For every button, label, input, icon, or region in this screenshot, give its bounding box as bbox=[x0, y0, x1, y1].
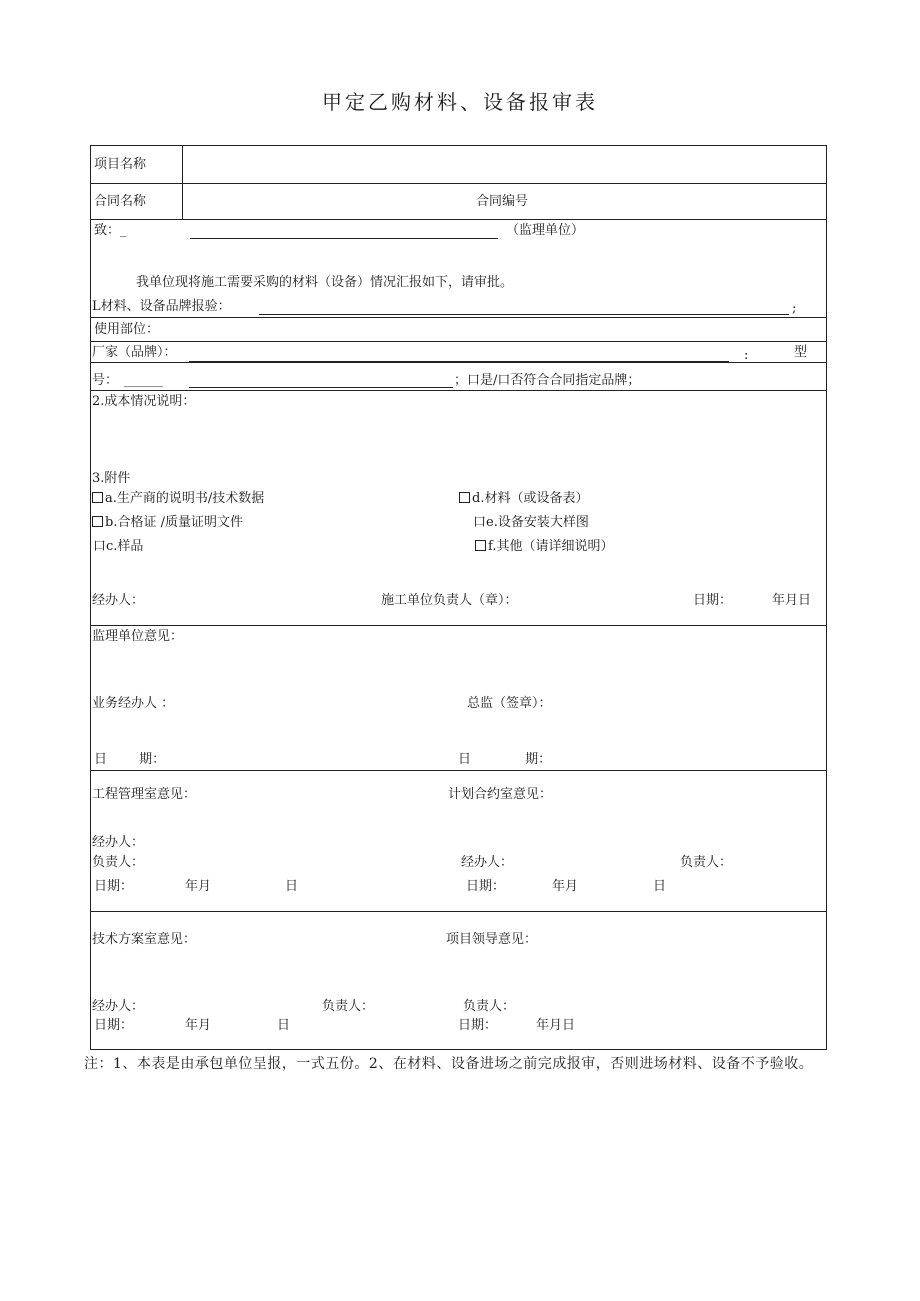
page-title: 甲定乙购材料、设备报审表 bbox=[322, 90, 598, 114]
column-divider bbox=[182, 146, 183, 219]
tech-handler-label: 经办人： bbox=[92, 999, 145, 1014]
checkbox-a[interactable] bbox=[92, 492, 103, 503]
row-divider bbox=[91, 341, 826, 342]
checkbox-b[interactable] bbox=[92, 516, 103, 527]
attachment-a[interactable] bbox=[92, 491, 264, 507]
supervisor-blank[interactable] bbox=[190, 238, 498, 239]
tech-ym: 年月 bbox=[185, 1018, 212, 1033]
row-divider bbox=[91, 911, 826, 912]
compliance-text: ；口是/口否符合合同指定品牌； bbox=[454, 373, 641, 388]
project-name-label: 项目名称 bbox=[94, 157, 147, 172]
engineering-opinion-label: 工程管理室意见： bbox=[92, 787, 197, 802]
factory-blank[interactable] bbox=[189, 361, 729, 362]
leader-date-label: 日期： bbox=[458, 1018, 498, 1033]
contract-plan-opinion-label: 计划合约室意见： bbox=[448, 787, 553, 802]
leader-ymd: 年月日 bbox=[536, 1018, 576, 1033]
row-divider bbox=[91, 625, 826, 626]
row-divider bbox=[91, 183, 826, 184]
brand-check-blank[interactable] bbox=[259, 314, 789, 315]
supervision-date-left: 日 期： bbox=[94, 752, 166, 767]
tech-opinion-label: 技术方案室意见： bbox=[92, 932, 197, 947]
attachment-f[interactable] bbox=[475, 539, 613, 555]
usage-label: 使用部位： bbox=[94, 322, 160, 337]
semicolon: ; bbox=[792, 301, 797, 316]
project-name-field[interactable] bbox=[187, 148, 823, 180]
supervision-opinion-label: 监理单位意见： bbox=[92, 629, 184, 644]
footnote: 注：1、本表是由承包单位呈报，一式五份。2、在材料、设备进场之前完成报审，否则进场材料、设备不予验收。 bbox=[84, 1056, 814, 1072]
model-blank[interactable]: ______ bbox=[124, 373, 163, 388]
leader-head-label: 负责人： bbox=[463, 999, 516, 1014]
contractor-head-label: 施工单位负责人（章）： bbox=[381, 593, 518, 608]
date-label: 日期： bbox=[693, 593, 733, 608]
row-divider bbox=[91, 362, 826, 363]
checkbox-d[interactable] bbox=[459, 492, 470, 503]
contract-handler-label: 经办人： bbox=[461, 855, 514, 870]
row-divider bbox=[91, 770, 826, 771]
colon: : bbox=[744, 348, 749, 363]
model-label: 号： bbox=[92, 373, 119, 388]
intro-text: 我单位现将施工需要采购的材料（设备）情况汇报如下，请审批。 bbox=[136, 275, 514, 290]
contract-date-label: 日期： bbox=[466, 879, 506, 894]
cost-label: 2.成本情况说明： bbox=[92, 394, 196, 409]
engineering-handler-label: 经办人： bbox=[92, 835, 145, 850]
model-char: 型 bbox=[794, 345, 808, 360]
chief-supervisor-label: 总监（签章）： bbox=[467, 696, 552, 711]
contract-no-label: 合同编号 bbox=[476, 194, 529, 209]
contract-ym: 年月 bbox=[552, 879, 579, 894]
to-suffix: （监理单位） bbox=[506, 223, 585, 238]
row-divider bbox=[91, 219, 826, 220]
attachment-f-label: f.其他（请详细说明） bbox=[488, 539, 614, 554]
attachment-b-label: b.合格证 /质量证明文件 bbox=[105, 515, 243, 530]
checkbox-f[interactable] bbox=[475, 540, 486, 551]
attachment-c[interactable]: 口c.样品 bbox=[93, 539, 144, 554]
engineering-d: 日 bbox=[285, 879, 299, 894]
attachments-label: 3.附件 bbox=[92, 471, 131, 486]
attachment-d-label: d.材料（或设备表） bbox=[472, 491, 589, 506]
leader-opinion-label: 项目领导意见： bbox=[446, 932, 538, 947]
to-prefix: 致：_ bbox=[94, 223, 127, 238]
contract-d: 日 bbox=[653, 879, 667, 894]
engineering-head-label: 负责人： bbox=[92, 855, 145, 870]
supervision-handler-label: 业务经办人 ： bbox=[92, 696, 175, 711]
handler-label: 经办人： bbox=[92, 593, 145, 608]
attachment-e[interactable]: 口e.设备安装大样图 bbox=[473, 515, 589, 530]
engineering-ym: 年月 bbox=[185, 879, 212, 894]
attachment-b[interactable] bbox=[92, 515, 243, 531]
attachment-a-label: a.生产商的说明书/技术数据 bbox=[105, 491, 265, 506]
model-underline[interactable] bbox=[189, 387, 453, 388]
date-ymd: 年月日 bbox=[772, 593, 812, 608]
brand-check-label: L材料、设备品牌报验： bbox=[92, 299, 231, 314]
contract-head-label: 负责人： bbox=[680, 855, 733, 870]
attachment-d[interactable] bbox=[459, 491, 588, 507]
tech-date-label: 日期： bbox=[94, 1018, 134, 1033]
supervision-date-right: 日 期： bbox=[458, 752, 552, 767]
approval-form bbox=[90, 145, 827, 1050]
row-divider bbox=[91, 390, 826, 391]
tech-d: 日 bbox=[277, 1018, 291, 1033]
factory-label: 厂家（品牌）： bbox=[92, 345, 177, 360]
row-divider bbox=[91, 317, 826, 318]
contract-name-label: 合同名称 bbox=[94, 194, 147, 209]
engineering-date-label: 日期： bbox=[94, 879, 134, 894]
tech-head-label: 负责人： bbox=[322, 999, 375, 1014]
